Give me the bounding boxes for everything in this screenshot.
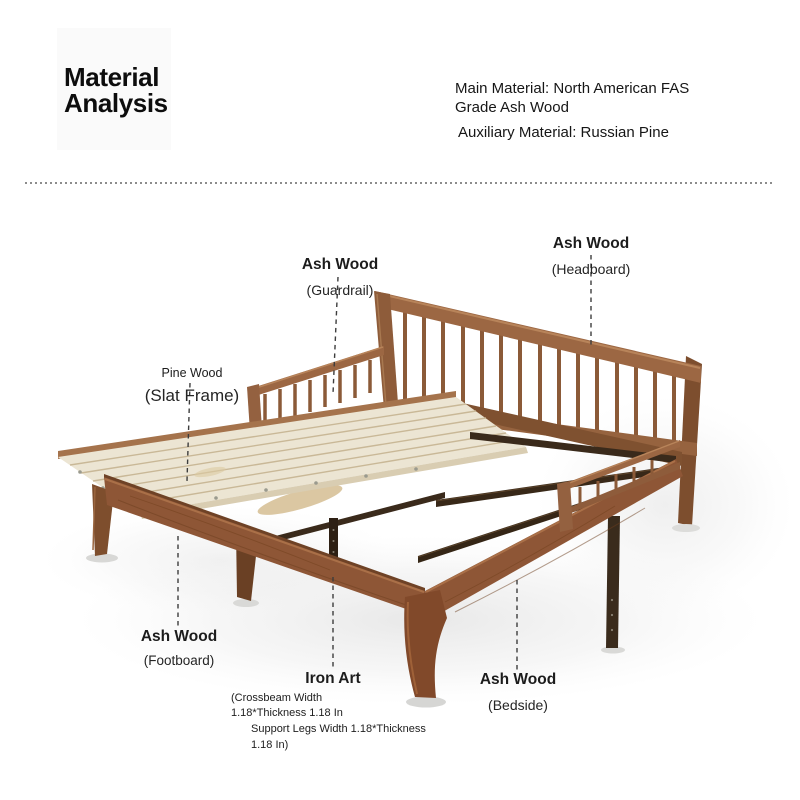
iron-spec-line2: 1.18*Thickness 1.18 In xyxy=(231,707,343,719)
label-headboard xyxy=(552,235,631,277)
page-title-line2: Analysis xyxy=(64,88,168,118)
label-guardrail xyxy=(302,256,378,298)
label-footboard-part: (Footboard) xyxy=(143,653,215,668)
iron-spec-line3: Support Legs Width 1.18*Thickness xyxy=(251,723,426,735)
label-iron-art xyxy=(305,670,360,688)
label-guardrail-material: Ash Wood xyxy=(301,256,379,273)
iron-spec-line4: 1.18 In) xyxy=(251,739,289,751)
auxiliary-material-text: Auxiliary Material: Russian Pine xyxy=(458,124,669,141)
label-bedside-part: (Bedside) xyxy=(488,697,548,713)
label-iron-art-specs xyxy=(231,691,426,753)
iron-spec-line1: (Crossbeam Width xyxy=(231,692,323,704)
label-footboard-material: Ash Wood xyxy=(140,628,218,645)
main-material-line2: Grade Ash Wood xyxy=(455,99,569,116)
label-footboard xyxy=(141,628,217,668)
page-title-line1: Material xyxy=(64,62,160,92)
label-guardrail-part: (Guardrail) xyxy=(306,282,374,298)
label-headboard-material: Ash Wood xyxy=(552,235,630,252)
rear-leg-shadow xyxy=(672,524,700,532)
label-headboard-part: (Headboard) xyxy=(551,261,631,277)
label-iron-art-material: Iron Art xyxy=(305,670,361,687)
label-bedside-material: Ash Wood xyxy=(479,671,557,688)
iron-support-leg-mid xyxy=(606,516,620,648)
label-slat-frame-material: Pine Wood xyxy=(161,366,223,380)
main-material-line1: Main Material: North American FAS xyxy=(455,80,690,97)
guardrail-highlight xyxy=(250,347,383,390)
label-slat-frame xyxy=(145,366,239,406)
label-bedside xyxy=(480,671,556,713)
label-slat-frame-part: (Slat Frame) xyxy=(144,386,240,405)
